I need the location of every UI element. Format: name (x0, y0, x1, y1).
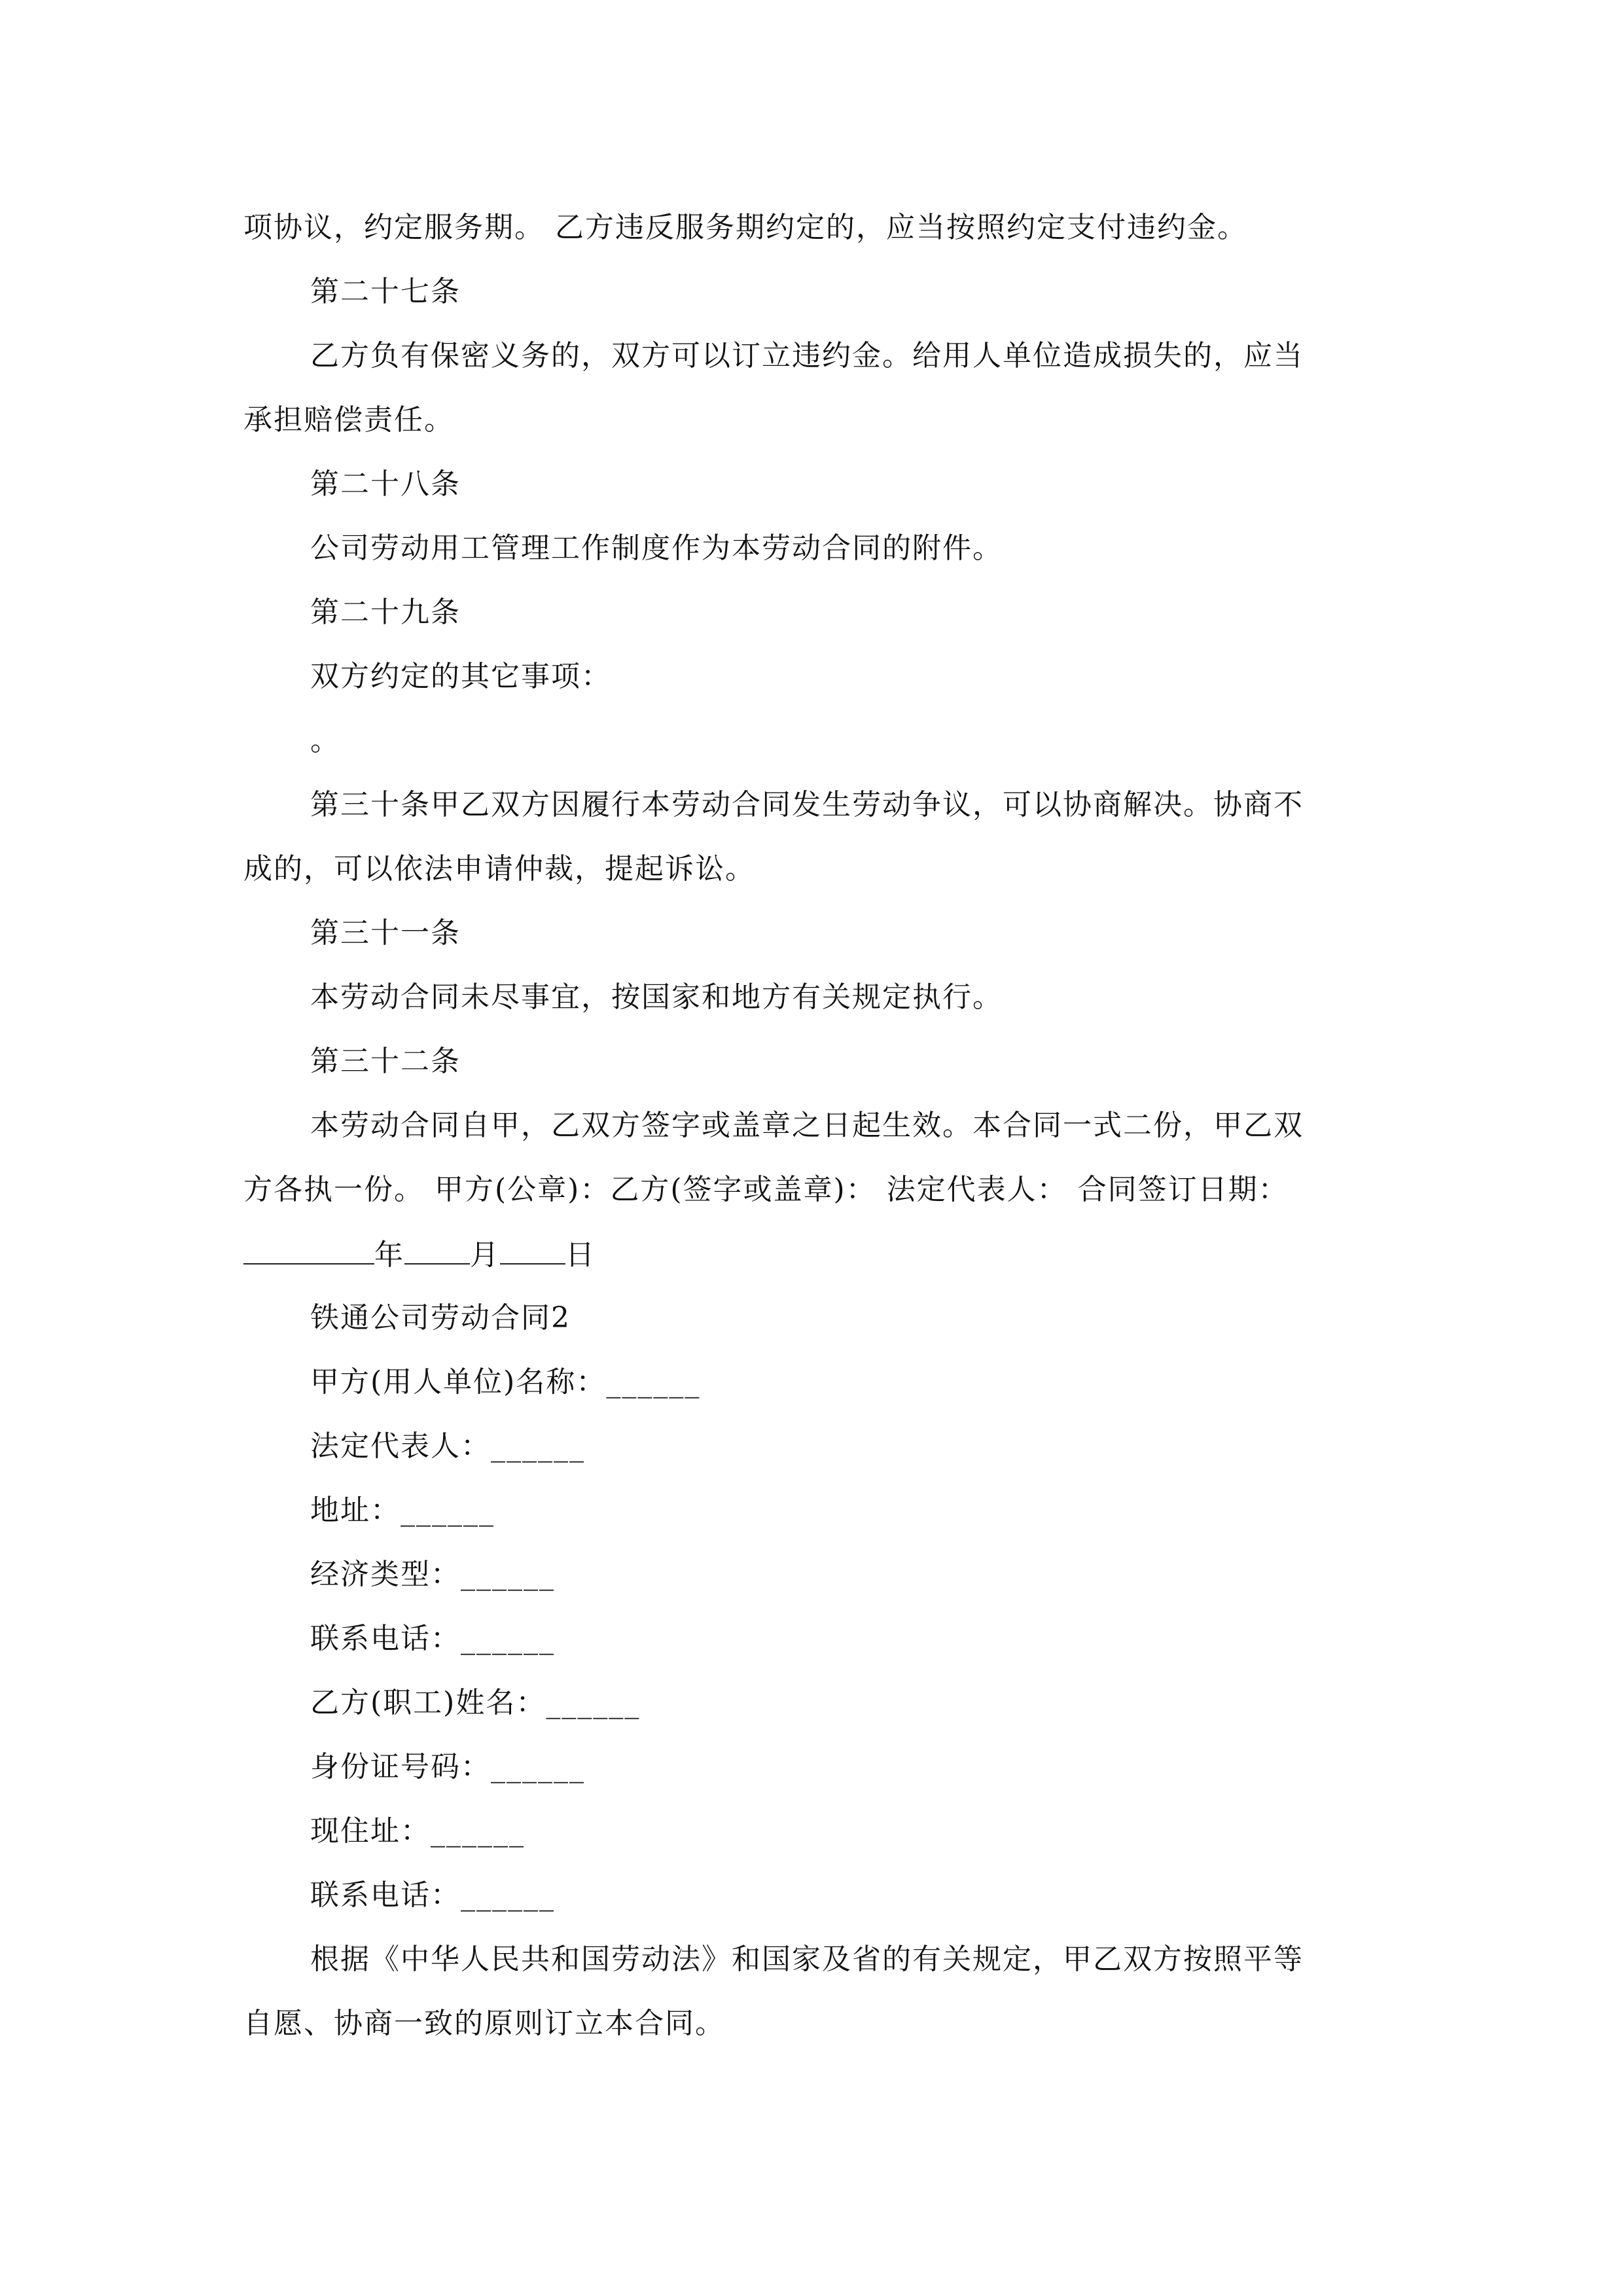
year-blank (243, 1234, 374, 1265)
paragraph-line: 自愿、协商一致的原则订立本合同。 (243, 2007, 725, 2040)
day-label: 日 (565, 1238, 596, 1272)
paragraph-line: 项协议，约定服务期。 乙方违反服务期约定的，应当按照约定支付违约金。 (243, 211, 1247, 244)
paragraph-line: 第三十条甲乙双方因履行本劳动合同发生劳动争议，可以协商解决。协商不 (310, 788, 1304, 821)
day-blank (500, 1234, 565, 1265)
form-field-employee-name: 乙方(职工)姓名：______ (310, 1686, 641, 1719)
form-field-employer-name: 甲方(用人单位)名称：______ (310, 1365, 701, 1399)
article-heading: 第二十八条 (310, 467, 461, 501)
paragraph-line: 成的，可以依法申请仲裁，提起诉讼。 (243, 852, 755, 886)
paragraph-line: 双方约定的其它事项： (310, 660, 611, 693)
form-field-current-address: 现住址：______ (310, 1814, 525, 1848)
form-field-legal-rep: 法定代表人：______ (310, 1429, 585, 1463)
paragraph-line: 根据《中华人民共和国劳动法》和国家及省的有关规定，甲乙双方按照平等 (310, 1943, 1304, 1976)
paragraph-line: 。 (310, 724, 340, 757)
article-heading: 第二十七条 (310, 275, 461, 308)
paragraph-line: 公司劳动用工管理工作制度作为本劳动合同的附件。 (310, 531, 1003, 565)
article-heading: 第三十二条 (310, 1045, 461, 1078)
form-field-employee-phone: 联系电话：______ (310, 1878, 555, 1912)
contract-title: 铁通公司劳动合同2 (310, 1301, 571, 1335)
month-blank (404, 1234, 470, 1265)
year-label: 年 (374, 1238, 404, 1272)
form-field-address: 地址：______ (310, 1494, 495, 1527)
form-field-id-number: 身份证号码：______ (310, 1750, 585, 1784)
month-label: 月 (470, 1238, 500, 1272)
paragraph-line: 乙方负有保密义务的，双方可以订立违约金。给用人单位造成损失的，应当 (310, 339, 1304, 372)
signature-line: 方各执一份。 甲方(公章)：乙方(签字或盖章)： 法定代表人： 合同签订日期： (243, 1173, 1289, 1206)
form-field-economic-type: 经济类型：______ (310, 1558, 555, 1591)
date-line (243, 1234, 596, 1275)
article-heading: 第二十九条 (310, 596, 461, 629)
article-heading: 第三十一条 (310, 916, 461, 950)
paragraph-line: 本劳动合同自甲，乙双方签字或盖章之日起生效。本合同一式二份，甲乙双 (310, 1109, 1304, 1142)
form-field-phone: 联系电话：______ (310, 1622, 555, 1655)
paragraph-line: 本劳动合同未尽事宜，按国家和地方有关规定执行。 (310, 980, 1003, 1014)
paragraph-line: 承担赔偿责任。 (243, 403, 454, 437)
